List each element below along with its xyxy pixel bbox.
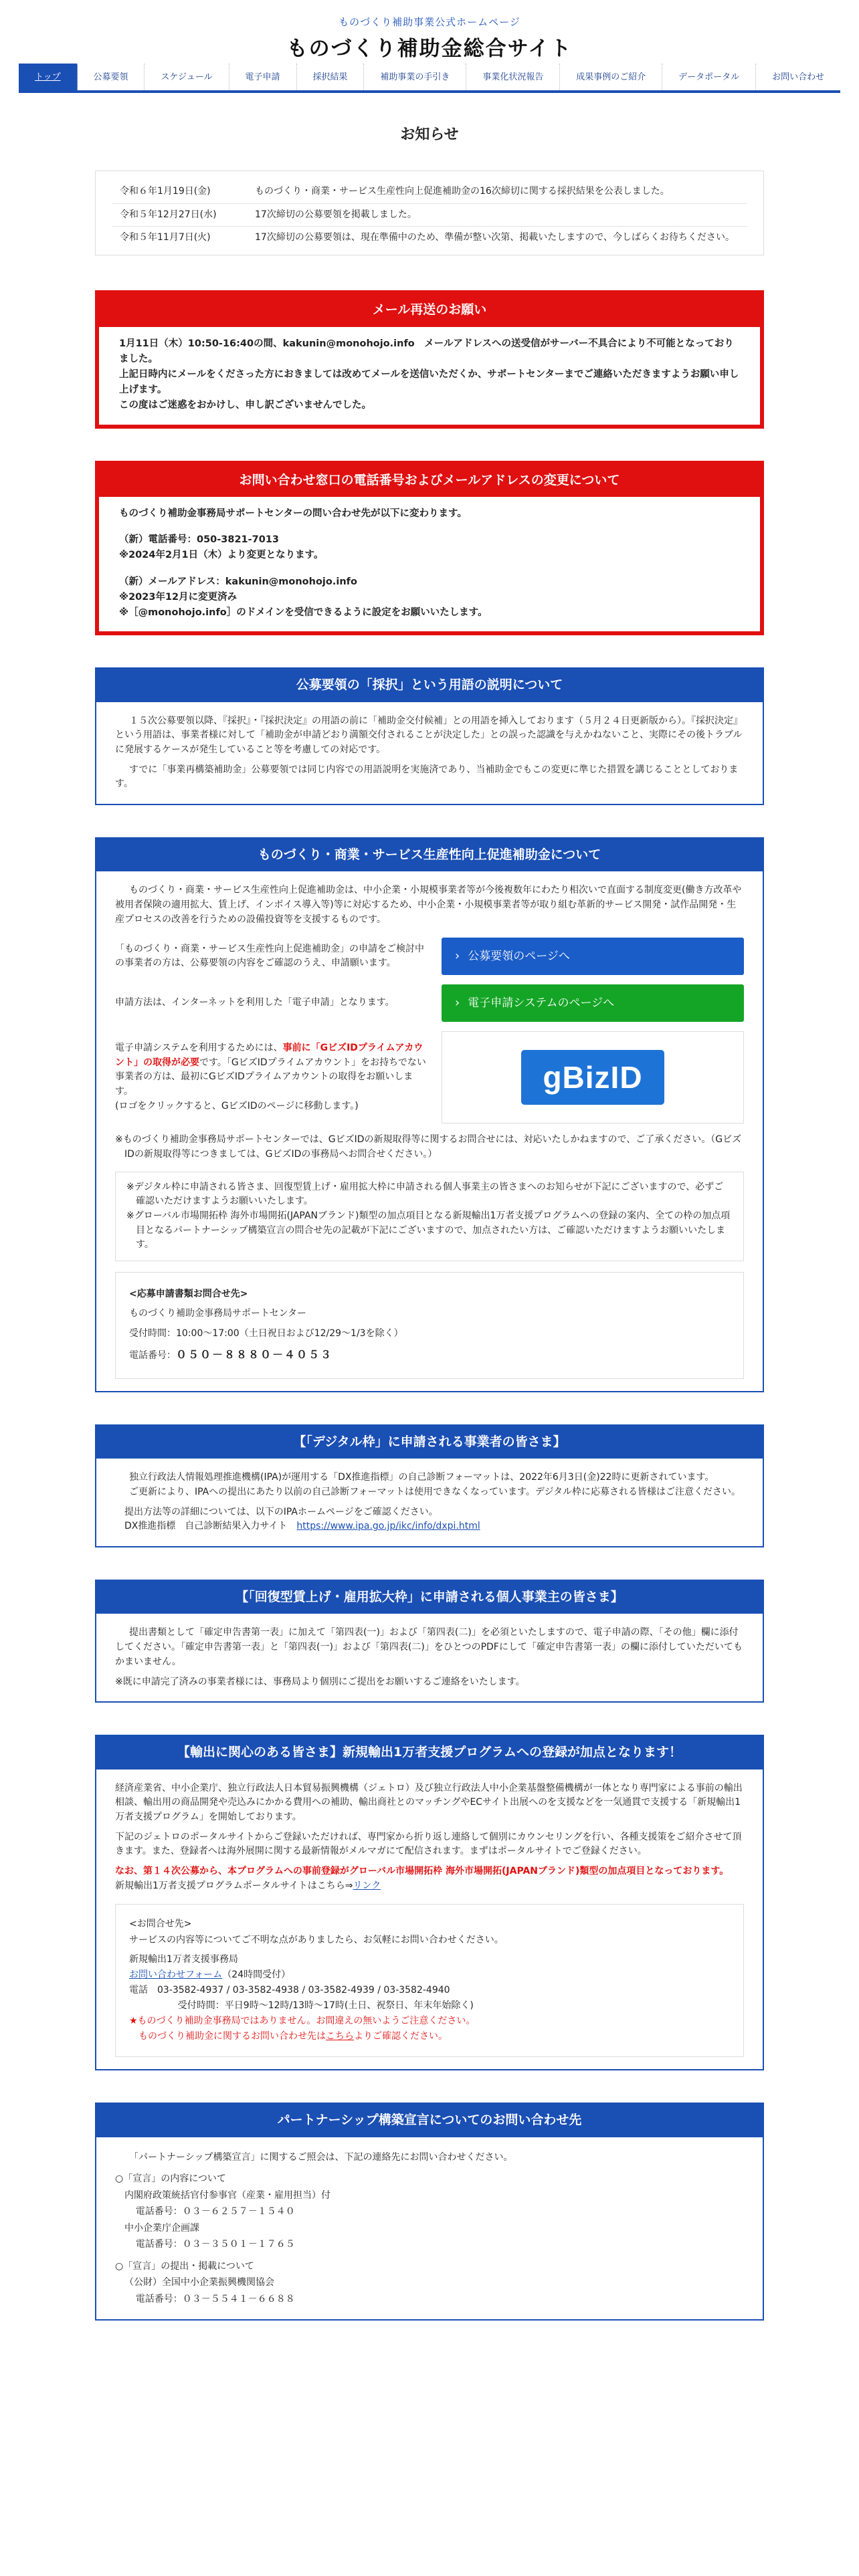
apply-button-label: 電子申請システムのページへ [468,996,615,1010]
news-text: ものづくり・商業・サービス生産性向上促進補助金の16次締切に関する採択結果を公表しました。 [255,186,670,197]
nav-case-studies[interactable]: 成果事例のご紹介 [560,64,662,90]
export-panel [95,1735,764,2070]
about-subsidy-panel [95,837,764,1392]
digital-p2: ご更新により、IPAへの提出にあたり以前の自己診断フォーマットは使用できなくなっています。デジタル枠に応募される皆様はご注意ください。 [129,1486,741,1497]
panel-title: メール再送のお願い [98,294,761,326]
nav-contact[interactable]: お問い合わせ [772,72,825,82]
apply-text: 申請方法は、インターネットを利用した「電子申請」となります。 [115,997,395,1008]
site-header [0,0,859,64]
panel-body [99,327,760,425]
gbizid-logo[interactable]: gBizID [521,1050,664,1105]
contact-name: ものづくり補助金事務局サポートセンター [129,1308,307,1319]
new-phone: （新）電話番号：050-3821-7013 [119,534,280,546]
new-email: （新）メールアドレス：kakunin@monohojo.info [119,576,357,587]
panel-title: ものづくり・商業・サービス生産性向上促進補助金について [96,839,763,871]
recovery-p1: 提出書類として「確定申告書第一表」に加えて「第四表(一)」および「第四表(二)」を必須といたしますので、電子申請の際、「その他」欄に添付してください。「確定申告書第一表」と「第四表(一)」および「第四表(二)」をひとつのPDFにして「確定申告書第一表」の欄に添付していただいてもかまいません。 [115,1627,743,1667]
news-item [112,204,747,227]
nav-results[interactable]: 採択結果 [297,64,365,90]
gbiz-required-text: 事前に「GビズIDプライムアカウント」の取得が必要 [115,1043,423,1068]
support-note: ※ものづくり補助金事務局サポートセンターでは、GビズIDの新規取得等に関するお問合せには、対応いたしかねますので、ご了承ください。（GビズIDの新規取得等につきましては、GビズIDの事務局へお問合せください。） [115,1134,742,1160]
apply-row [115,984,744,1022]
partnership-s1-phone2: 電話番号：０３－３５０１－１７６５ [135,2239,295,2250]
panel-title: パートナーシップ構築宣言についてのお問い合わせ先 [96,2104,763,2137]
gbiz-text: 電子申請システムを利用するためには、事前に「GビズIDプライムアカウント」の取得が必要です。「GビズIDプライムアカウント」をお持ちでない事業者の方は、最初にGビズIDプライムアカウントの取得をお願いします。 (ロゴをクリックすると、GビズIDのページに移動します。) [115,1043,426,1111]
chevron-right-icon: › [455,949,460,964]
panel-body [96,1769,763,2070]
adoption-term-panel [95,667,764,805]
guideline-button-label: 公募要領のページへ [468,950,570,964]
partnership-s1-phone: 電話番号：０３－６２５７－１５４０ [135,2206,295,2218]
new-phone-note: ※2024年2月1日（木）より変更となります。 [119,550,324,561]
news-item [112,227,747,249]
notice-box [115,1172,744,1261]
recovery-panel [95,1580,764,1703]
export-p1: 経済産業省、中小企業庁、独立行政法人日本貿易振興機構（ジェトロ）及び独立行政法人中小企業基盤整備機構が一体となり専門家による事前の輸出相談、輸出用の商品開発や売込みにかかる費用への補助、輸出商社とのマッチングやECサイト出展へのを支援などを一気通貫で支援する「新規輸出1万者支援プログラム」を開始しております。 [115,1782,743,1823]
panel-body [96,1459,763,1546]
export-red-note: なお、第１４次公募から、本プログラムへの事前登録がグローバル市場開拓枠 海外市場開拓(JAPANブランド)類型の加点項目となっております。 [115,1866,729,1877]
nav-top[interactable]: トップ [19,64,78,90]
partnership-panel [95,2103,764,2321]
nav-handbook[interactable]: 補助事業の手引き [364,64,466,90]
export-contact-box [115,1904,744,2057]
nav-guidelines[interactable]: 公募要領 [78,64,145,90]
nav-data-portal[interactable]: データポータル [662,64,756,90]
contact-hours: 受付時間：10:00～17:00（土日祝日および12/29～1/3を除く） [129,1327,403,1339]
monozukuri-contact-link[interactable]: こちら [326,2031,354,2042]
panel-title: 【「回復型賃上げ・雇用拡大枠」に申請される個人事業主の皆さま】 [96,1581,763,1614]
mail-resend-line-1: 1月11日（木）10:50-16:40の間、kakunin@monohojo.info メールアドレスへの送受信がサーバー不具合により不可能となっておりました。 [119,338,734,364]
portal-link[interactable]: リンク [353,1880,381,1891]
export-warning-2: ものづくり補助金に関するお問い合わせ先はこちらよりご確認ください。 [138,2031,448,2042]
panel-title: 【輸出に関心のある皆さま】新規輸出1万者支援プログラムへの登録が加点となります！ [96,1736,763,1769]
portal-row: 新規輸出1万者支援プログラムポータルサイトはこちら⇒リンク [115,1880,381,1891]
partnership-intro: 「パートナーシップ構築宣言」に関するご照会は、下記の連絡先にお問い合わせください。 [129,2151,513,2163]
contact-phone: ０５０－８８８０－４０５３ [176,1348,333,1362]
news-date: 令和６年1月19日(金) [120,186,211,197]
export-contact-intro: サービスの内容等についてご不明な点がありましたら、お気軽にお問い合わせください。 [129,1934,504,1945]
page-title: お知らせ [400,126,459,143]
news-date: 令和５年11月7日(火) [120,232,211,243]
partnership-s2-heading: ○「宣言」の提出・掲載について [115,2260,254,2272]
new-email-note: ※2023年12月に変更済み [119,591,237,603]
contact-change-intro: ものづくり補助金事務局サポートセンターの問い合わせ先が以下に変わります。 [119,508,467,519]
global-notice: ※グローバル市場開拓枠 海外市場開拓(JAPANブランド)類型の加点項目となる新規輸出1万者支援プログラムへの登録の案内、全ての枠の加点項目となるパートナーシップ構築宣言の問合せ先の記載が下記にございますので、加点されたい方は、ご確認いただけますようお願いいたします。 [126,1210,731,1251]
mail-resend-line-2: 上記日時内にメールをくださった方におきましては改めてメールを送信いただくか、サポートセンターまでご連絡いただきますようお願い申し上げます。 [119,368,739,396]
panel-title: 【「デジタル枠」に申請される事業者の皆さま】 [96,1426,763,1459]
partnership-s1-org2: 中小企業庁企画課 [124,2222,199,2234]
domain-note: ※［@monohojo.info］のドメインを受信できるように設定をお願いいたします。 [119,607,488,618]
digital-notice: ※デジタル枠に申請される皆さま、回復型賃上げ・雇用拡大枠に申請される個人事業主の皆さまへのお知らせが下記にございますので、必ずご確認いただけますようお願いいたします。 [126,1181,724,1207]
guideline-row [115,938,744,975]
partnership-s2-phone: 電話番号：０３－５５４１－６６８８ [135,2293,295,2304]
export-form-row: お問い合わせフォーム（24時間受付） [129,1969,291,1980]
recovery-p2: ※既に申請完了済みの事業者様には、事務局より個別にご提出をお願いするご連絡をいたします。 [115,1676,525,1687]
news-text: 17次締切の公募要領を掲載しました。 [255,209,417,220]
panel-body [96,871,763,1390]
global-nav [19,64,840,93]
chevron-right-icon: › [455,996,460,1010]
news-date: 令和５年12月27日(水) [120,209,217,220]
guideline-page-button[interactable] [442,938,744,975]
main-content [95,124,764,2321]
panel-body [96,2137,763,2320]
adoption-term-p1: １５次公募要領以降、『採択』・『採択決定』の用語の前に「補助金交付候補」との用語を挿入しております（５月２４日更新版から）。『採択決定』という用語は、事業者様に対して「補助金が申請どおり満額交付されることが決定した」との誤った認識を与えかねないこと、実際にその後トラブルに発展するケースが発生していること等を考慮しての対応です。 [115,715,743,755]
partnership-s2-org: （公財）全国中小企業振興機関協会 [124,2277,274,2288]
nav-status-report[interactable]: 事業化状況報告 [466,64,560,90]
nav-schedule[interactable]: スケジュール [145,64,229,90]
e-application-button[interactable] [442,984,744,1022]
dx-link-row: DX推進指標 自己診断結果入力サイト https://www.ipa.go.jp/ikc/info/dxpi.html [124,1521,480,1532]
guideline-text: 「ものづくり・商業・サービス生産性向上促進補助金」の申請をご検討中の事業者の方は、公募要領の内容をご確認のうえ、申請願います。 [115,943,424,969]
panel-body [96,1614,763,1701]
site-subtitle: ものづくり補助事業公式ホームページ [339,16,520,28]
export-contact-phone: 電話 03-3582-4937 / 03-3582-4938 / 03-3582-4939 / 03-3582-4940 [129,1984,450,1996]
mail-resend-panel [95,290,764,428]
export-contact-hours: 受付時間：平日9時～12時/13時～17時(土日、祝祭日、年末年始除く) [177,2000,474,2011]
digital-panel [95,1424,764,1547]
contact-heading: <応募申請書類お問合せ先> [129,1289,248,1300]
export-contact-name: 新規輸出1万者支援事務局 [129,1953,238,1965]
mail-resend-line-3: この度はご迷惑をおかけし、申し訳ございませんでした。 [119,400,371,411]
contact-form-link[interactable]: お問い合わせフォーム [129,1969,223,1980]
export-contact-heading: <お問合せ先> [129,1919,192,1930]
panel-title: お問い合わせ窓口の電話番号およびメールアドレスの変更について [98,464,761,497]
export-p2: 下記のジェトロのポータルサイトからご登録いただければ、専門家から折り返し連絡して個別にカウンセリングを行い、各種支援策をご紹介させて頂きます。また、登録者へは海外展開に関する最新情報がメルマガにて配信されます。まずはポータルサイトでご登録ください。 [115,1831,742,1857]
partnership-s1-heading: ○「宣言」の内容について [115,2173,226,2185]
adoption-term-p2: すでに「事業再構築補助金」公募要領では同じ内容での用語説明を実施済であり、当補助金でもこの変更に準じた措置を講じることとしております。 [115,764,739,790]
application-contact-box [115,1272,744,1379]
panel-title: 公募要領の「採択」という用語の説明について [96,669,763,702]
partnership-s1-org: 内閣府政策統括官付参事官（産業・雇用担当）付 [124,2189,330,2201]
gbiz-row [115,1031,744,1123]
contact-change-panel [95,461,764,636]
ipa-dx-link[interactable]: https://www.ipa.go.jp/ikc/info/dxpi.html [296,1521,480,1532]
about-intro: ものづくり・商業・サービス生産性向上促進補助金は、中小企業・小規模事業者等が今後複数年にわたり相次いで直面する制度変更(働き方改革や被用者保険の適用拡大、賃上げ、インボイス導入等)等に対応するため、中小企業・小規模事業者等が取り組む革新的サービス開発・試作品開発・生産プロセスの改善を行うための設備投資等を支援するものです。 [115,885,742,925]
site-title[interactable]: ものづくり補助金総合サイト [286,37,573,62]
export-warning-1: ★ものづくり補助金事務局ではありません。お間違えの無いようご注意ください。 [129,2016,476,2027]
news-item [112,181,747,204]
digital-p1: 独立行政法人情報処理推進機構(IPA)が運用する「DX推進指標」の自己診断フォーマットは、2022年6月3日(金)22時に更新されています。 [129,1472,714,1483]
news-text: 17次締切の公募要領は、現在準備中のため、準備が整い次第、掲載いたしますので、今しばらくお待ちください。 [255,232,735,243]
contact-phone-row: 電話番号：０５０－８８８０－４０５３ [129,1348,333,1362]
nav-e-application[interactable]: 電子申請 [229,64,297,90]
panel-body [96,702,763,804]
news-list [95,171,764,255]
digital-p3: 提出方法等の詳細については、以下のIPAホームページをご確認ください。 [124,1506,438,1517]
panel-body [99,497,760,631]
